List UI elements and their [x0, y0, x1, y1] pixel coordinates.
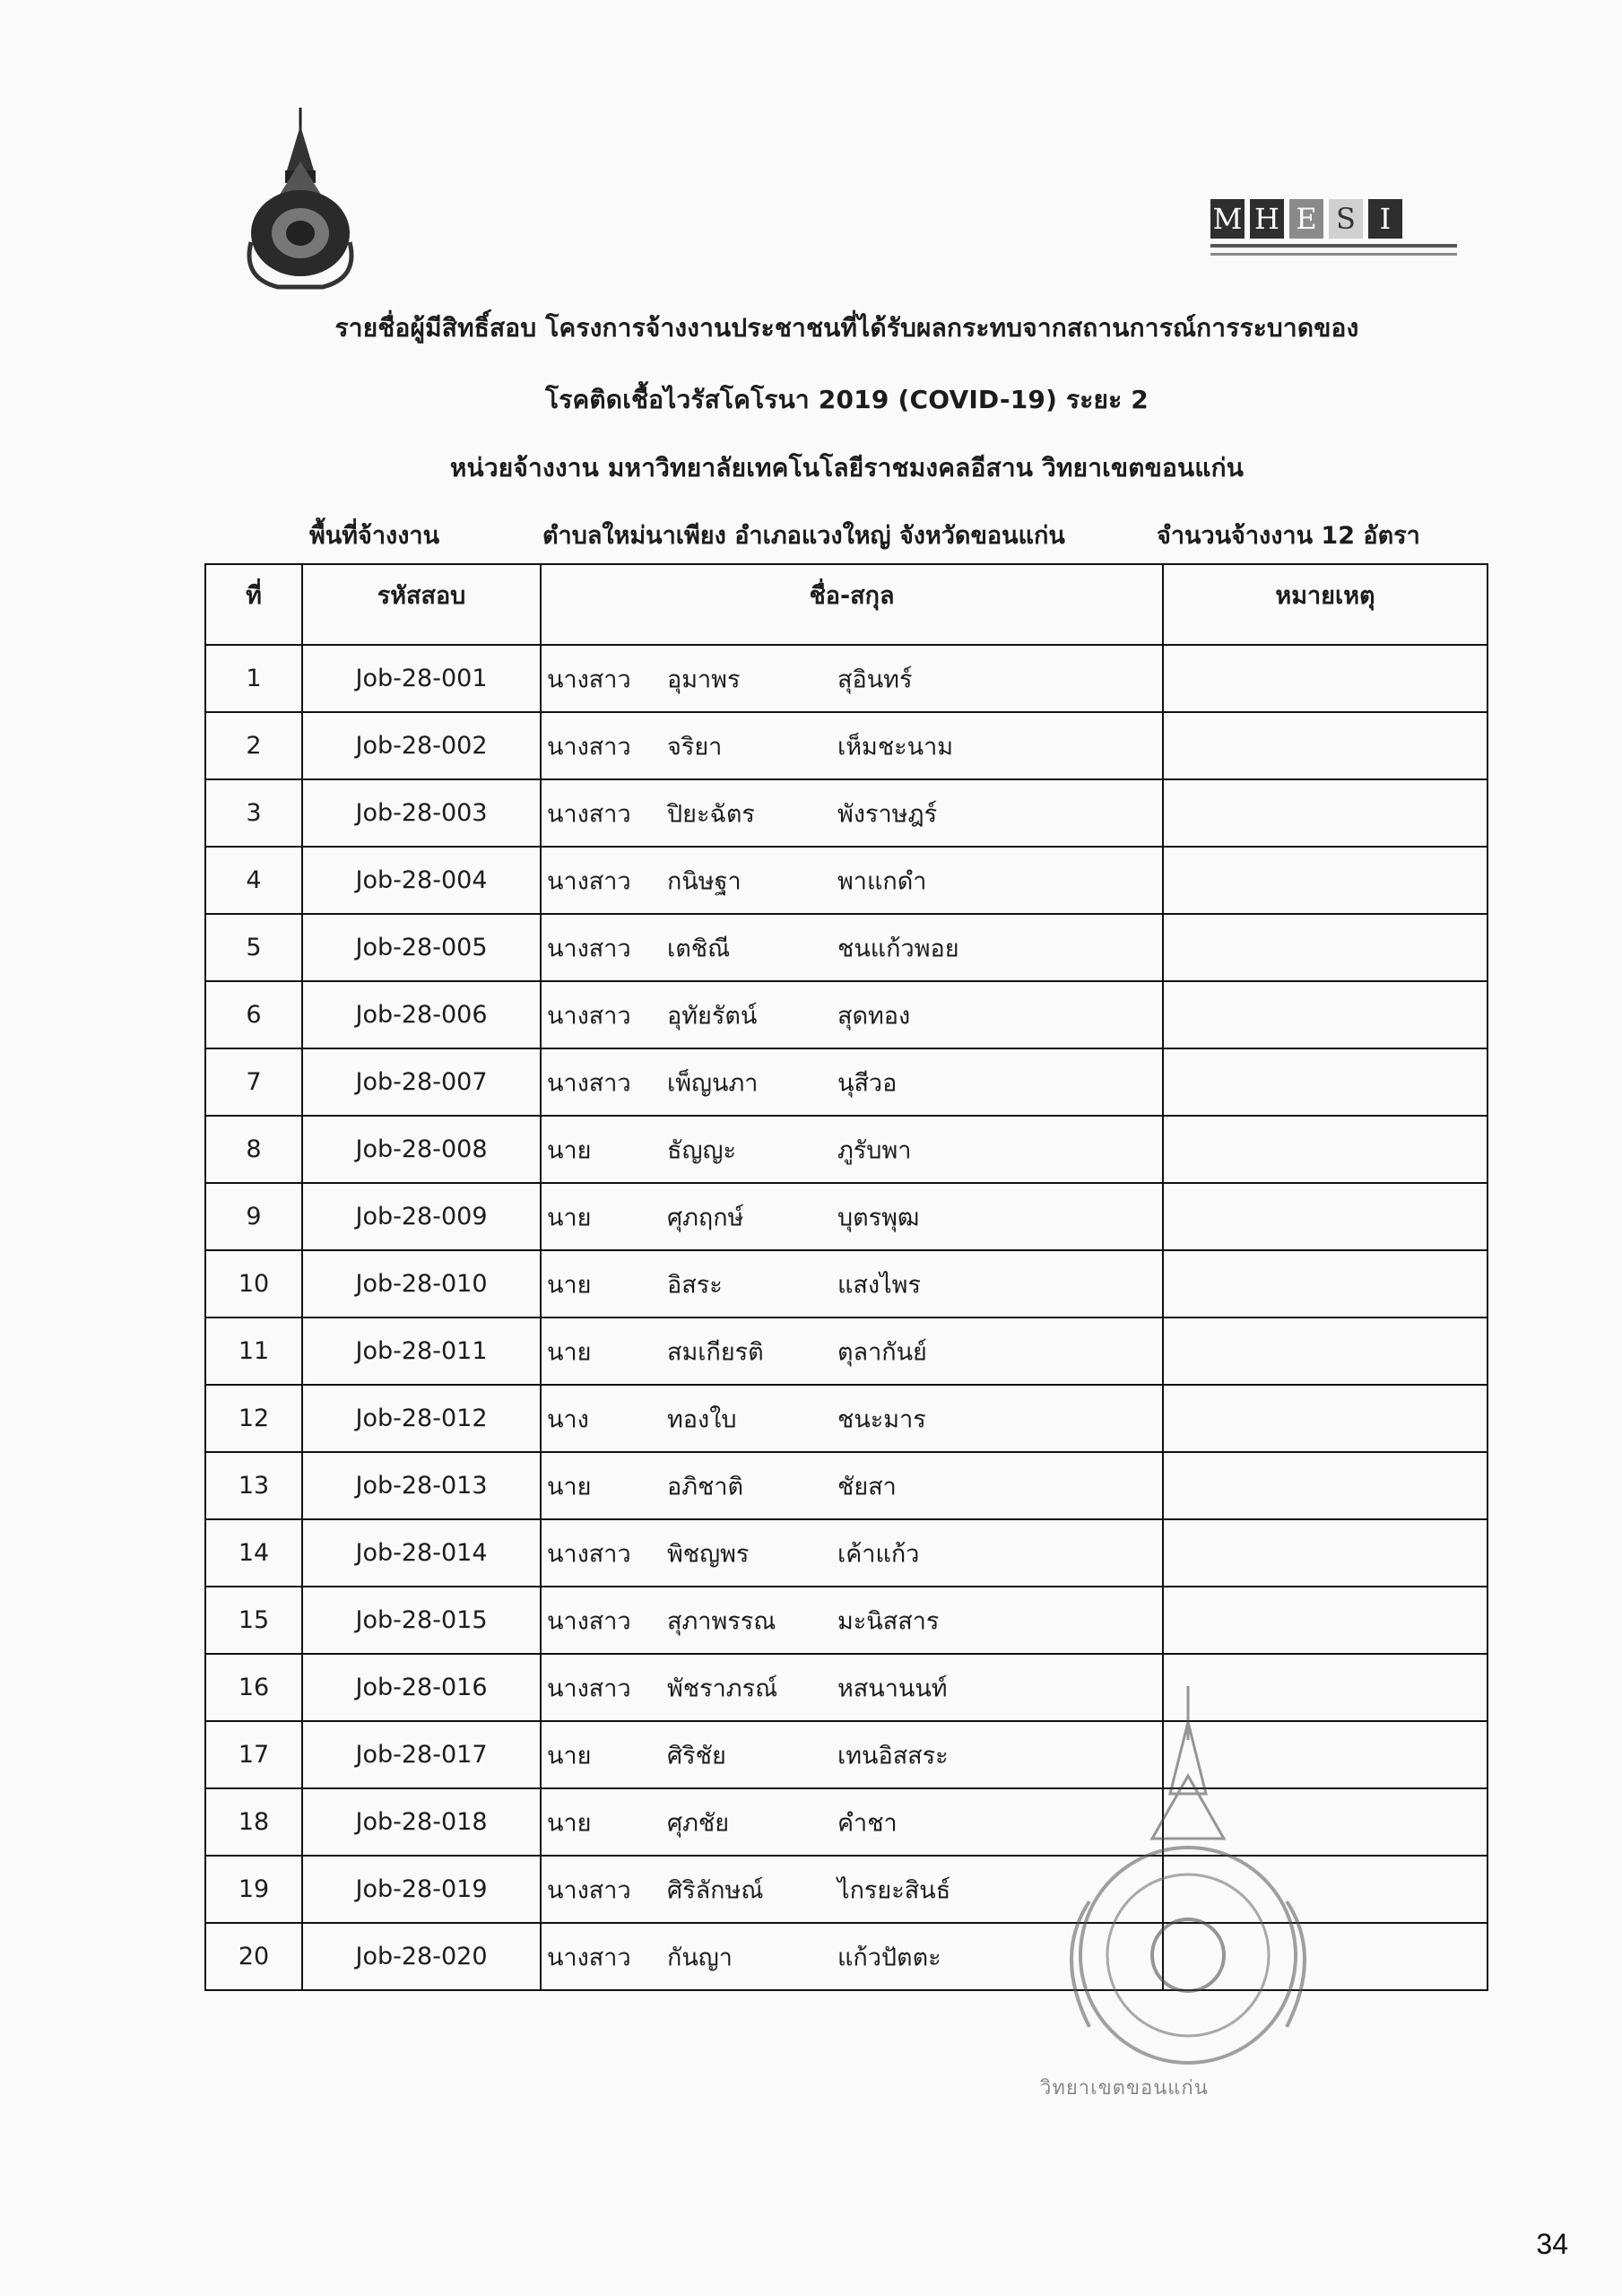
document-title-line-1: รายชื่อผู้มีสิทธิ์สอบ โครงการจ้างงานประชาชนที่ได้รับผลกระทบจากสถานการณ์การระบาดของ [334, 313, 1359, 343]
full-name-cell [541, 1048, 1163, 1116]
full-name-cell [541, 1587, 1163, 1654]
row-number: 3 [205, 779, 302, 847]
remark-cell [1163, 847, 1488, 914]
first-name: อุทัยรัตน์ [667, 1002, 758, 1030]
name-title: นางสาว [547, 1002, 631, 1030]
name-title: นาย [547, 1473, 592, 1500]
mhesi-letter: I [1368, 199, 1402, 239]
first-name: กนิษฐา [667, 867, 742, 895]
first-name: พัชราภรณ์ [667, 1674, 778, 1702]
remark-cell [1163, 1587, 1488, 1654]
row-number: 8 [205, 1116, 302, 1183]
table-row [205, 1385, 1488, 1452]
row-number: 18 [205, 1788, 302, 1856]
first-name: อภิชาติ [667, 1473, 744, 1500]
table-row [205, 847, 1488, 914]
last-name: พาแกดำ [837, 867, 927, 895]
document-title-line-3: หน่วยจ้างงาน มหาวิทยาลัยเทคโนโลยีราชมงคลอีสาน วิทยาเขตขอนแก่น [449, 453, 1245, 483]
full-name-cell [541, 779, 1163, 847]
table-row [205, 1587, 1488, 1654]
row-number: 16 [205, 1654, 302, 1721]
remark-cell [1163, 1250, 1488, 1318]
column-header-no: ที่ [205, 564, 302, 645]
university-seal-stamp-icon [1036, 1686, 1340, 2072]
area-label: พื้นที่จ้างงาน [309, 522, 440, 550]
exam-code: Job-28-020 [302, 1923, 541, 1990]
table-row [205, 1183, 1488, 1250]
row-number: 5 [205, 914, 302, 981]
mhesi-subtitle-graphic [1210, 242, 1470, 263]
full-name-cell [541, 1385, 1163, 1452]
full-name-cell [541, 712, 1163, 779]
full-name-cell [541, 1519, 1163, 1587]
table-row [205, 914, 1488, 981]
last-name: หสนานนท์ [837, 1674, 948, 1702]
first-name: อิสระ [667, 1271, 723, 1299]
row-number: 2 [205, 712, 302, 779]
table-row [205, 1116, 1488, 1183]
row-number: 13 [205, 1452, 302, 1519]
name-title: นาย [547, 1742, 592, 1770]
last-name: มะนิสสาร [837, 1607, 940, 1635]
row-number: 7 [205, 1048, 302, 1116]
row-number: 6 [205, 981, 302, 1048]
row-number: 10 [205, 1250, 302, 1318]
university-emblem-icon [242, 108, 359, 296]
exam-code: Job-28-013 [302, 1452, 541, 1519]
full-name-cell [541, 1318, 1163, 1385]
first-name: ทองใบ [667, 1405, 737, 1433]
mhesi-logo [1201, 199, 1470, 280]
remark-cell [1163, 1385, 1488, 1452]
last-name: สุอินทร์ [837, 665, 913, 693]
seal-caption: วิทยาเขตขอนแก่น [1040, 2077, 1209, 2100]
exam-code: Job-28-015 [302, 1587, 541, 1654]
exam-code: Job-28-009 [302, 1183, 541, 1250]
exam-code: Job-28-004 [302, 847, 541, 914]
name-title: นาย [547, 1809, 592, 1837]
table-row [205, 1318, 1488, 1385]
table-row [205, 981, 1488, 1048]
first-name: ศุภชัย [667, 1809, 730, 1837]
name-title: นางสาว [547, 1069, 631, 1097]
last-name: นุสีวอ [837, 1069, 898, 1097]
table-row [205, 1452, 1488, 1519]
name-title: นางสาว [547, 733, 631, 761]
full-name-cell [541, 645, 1163, 712]
mhesi-letter: M [1210, 199, 1245, 239]
remark-cell [1163, 1519, 1488, 1587]
exam-code: Job-28-014 [302, 1519, 541, 1587]
exam-code: Job-28-011 [302, 1318, 541, 1385]
exam-code: Job-28-018 [302, 1788, 541, 1856]
last-name: ชนแก้วพอย [837, 935, 959, 962]
document-title-line-2: โรคติดเชื้อไวรัสโคโรนา 2019 (COVID-19) ระยะ 2 [545, 385, 1149, 414]
last-name: เห็มชะนาม [837, 733, 954, 761]
first-name: เตชิณี [667, 935, 731, 962]
last-name: แก้วปัตตะ [837, 1944, 941, 1971]
remark-cell [1163, 1183, 1488, 1250]
remark-cell [1163, 981, 1488, 1048]
exam-code: Job-28-007 [302, 1048, 541, 1116]
last-name: เค้าแก้ว [837, 1540, 920, 1568]
first-name: จริยา [667, 733, 723, 761]
table-row [205, 1048, 1488, 1116]
last-name: คำชา [837, 1809, 898, 1837]
last-name: ตุลากันย์ [837, 1338, 927, 1366]
name-title: นาย [547, 1271, 592, 1299]
exam-code: Job-28-008 [302, 1116, 541, 1183]
name-title: นางสาว [547, 935, 631, 962]
table-row [205, 712, 1488, 779]
remark-cell [1163, 779, 1488, 847]
mhesi-letter: S [1329, 199, 1363, 239]
table-row [205, 779, 1488, 847]
page-number: 34 [1536, 2228, 1568, 2260]
exam-code: Job-28-017 [302, 1721, 541, 1788]
remark-cell [1163, 914, 1488, 981]
last-name: พังราษฎร์ [837, 800, 938, 828]
full-name-cell [541, 1452, 1163, 1519]
name-title: นางสาว [547, 1607, 631, 1635]
row-number: 4 [205, 847, 302, 914]
hiring-count: จำนวนจ้างงาน 12 อัตรา [1157, 522, 1420, 550]
name-title: นางสาว [547, 867, 631, 895]
name-title: นางสาว [547, 665, 631, 693]
first-name: สมเกียรติ [667, 1338, 764, 1366]
table-header-row [205, 564, 1488, 645]
full-name-cell [541, 914, 1163, 981]
name-title: นางสาว [547, 1540, 631, 1568]
name-title: นาย [547, 1204, 592, 1231]
last-name: แสงไพร [837, 1271, 921, 1299]
row-number: 15 [205, 1587, 302, 1654]
remark-cell [1163, 712, 1488, 779]
full-name-cell [541, 1183, 1163, 1250]
last-name: ชัยสา [837, 1473, 897, 1500]
name-title: นางสาว [547, 1674, 631, 1702]
row-number: 17 [205, 1721, 302, 1788]
first-name: ปิยะฉัตร [667, 800, 755, 828]
exam-code: Job-28-010 [302, 1250, 541, 1318]
exam-code: Job-28-006 [302, 981, 541, 1048]
last-name: ชนะมาร [837, 1405, 926, 1433]
first-name: ศิริชัย [667, 1742, 726, 1770]
area-location: ตำบลใหม่นาเพียง อำเภอแวงใหญ่ จังหวัดขอนแก่น [542, 522, 1065, 550]
name-title: นาง [547, 1405, 589, 1433]
exam-code: Job-28-001 [302, 645, 541, 712]
first-name: ธัญญะ [667, 1136, 736, 1164]
exam-code: Job-28-012 [302, 1385, 541, 1452]
exam-code: Job-28-019 [302, 1856, 541, 1923]
column-header-remark: หมายเหตุ [1163, 564, 1488, 645]
full-name-cell [541, 981, 1163, 1048]
table-row [205, 1519, 1488, 1587]
name-title: นางสาว [547, 1876, 631, 1904]
full-name-cell [541, 1116, 1163, 1183]
first-name: สุภาพรรณ [667, 1607, 776, 1635]
column-header-code: รหัสสอบ [302, 564, 541, 645]
name-title: นางสาว [547, 800, 631, 828]
full-name-cell [541, 847, 1163, 914]
last-name: ไกรยะสินธ์ [837, 1876, 951, 1904]
exam-code: Job-28-016 [302, 1654, 541, 1721]
table-row [205, 645, 1488, 712]
last-name: ภูรับพา [837, 1136, 912, 1164]
row-number: 11 [205, 1318, 302, 1385]
column-header-name: ชื่อ-สกุล [541, 564, 1163, 645]
first-name: เพ็ญนภา [667, 1069, 759, 1097]
first-name: ศิริลักษณ์ [667, 1876, 764, 1904]
remark-cell [1163, 645, 1488, 712]
first-name: พิชญพร [667, 1540, 750, 1568]
first-name: ศุภฤกษ์ [667, 1204, 744, 1231]
name-title: นาย [547, 1338, 592, 1366]
row-number: 9 [205, 1183, 302, 1250]
row-number: 14 [205, 1519, 302, 1587]
remark-cell [1163, 1048, 1488, 1116]
name-title: นาย [547, 1136, 592, 1164]
last-name: สุดทอง [837, 1002, 911, 1030]
exam-code: Job-28-005 [302, 914, 541, 981]
table-row [205, 1250, 1488, 1318]
exam-code: Job-28-003 [302, 779, 541, 847]
full-name-cell [541, 1250, 1163, 1318]
row-number: 19 [205, 1856, 302, 1923]
row-number: 20 [205, 1923, 302, 1990]
exam-code: Job-28-002 [302, 712, 541, 779]
name-title: นางสาว [547, 1944, 631, 1971]
mhesi-letter: H [1250, 199, 1284, 239]
remark-cell [1163, 1318, 1488, 1385]
last-name: เทนอิสสระ [837, 1742, 949, 1770]
last-name: บุตรพุฒ [837, 1204, 920, 1231]
row-number: 12 [205, 1385, 302, 1452]
mhesi-letter: E [1289, 199, 1323, 239]
remark-cell [1163, 1452, 1488, 1519]
first-name: กันญา [667, 1944, 733, 1971]
remark-cell [1163, 1116, 1488, 1183]
row-number: 1 [205, 645, 302, 712]
first-name: อุมาพร [667, 665, 741, 693]
